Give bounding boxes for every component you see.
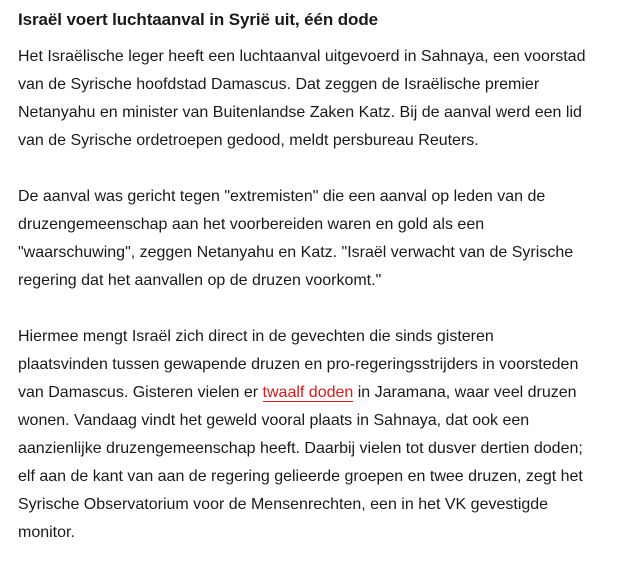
paragraph-1-line-2: van de Syrische hoofdstad Damascus. Dat zeggen de Israëlische premier [18,76,540,93]
news-article [18,6,626,547]
paragraph-1 [18,43,626,155]
paragraph-2-line-3: "waarschuwing", zeggen Netanyahu en Katz. "Israël verwacht van de Syrische [18,244,574,261]
paragraph-3-line-4: wonen. Vandaag vindt het geweld vooral plaats in Sahnaya, dat ook een [18,412,530,429]
twaalf-doden-link[interactable]: twaalf doden [262,384,354,401]
paragraph-1-line-3: Netanyahu en minister van Buitenlandse Zaken Katz. Bij de aanval werd een lid [18,104,582,121]
paragraph-3-line-7: Syrische Observatorium voor de Mensenrechten, een in het VK gevestigde [18,496,549,513]
paragraph-2-line-4: regering dat het aanvallen op de druzen voorkomt." [18,272,382,289]
paragraph-1-line-4: van de Syrische ordetroepen gedood, meldt persbureau Reuters. [18,132,479,149]
paragraph-3-line-2: plaatsvinden tussen gewapende druzen en pro-regeringsstrijders in voorsteden [18,356,579,373]
paragraph-3-line-8: monitor. [18,524,75,541]
paragraph-3-line-3-after: in Jaramana, waar veel druzen [353,384,577,401]
paragraph-3-line-3-before: van Damascus. Gisteren vielen er [18,384,263,401]
paragraph-2 [18,183,626,295]
paragraph-3-line-5: aanzienlijke druzengemeenschap heeft. Daarbij vielen tot dusver dertien doden; [18,440,583,457]
paragraph-1-line-1: Het Israëlische leger heeft een luchtaanval uitgevoerd in Sahnaya, een voorstad [18,48,586,65]
paragraph-3-line-6: elf aan de kant van aan de regering gelieerde groepen en twee druzen, zegt het [18,468,583,485]
paragraph-2-line-1: De aanval was gericht tegen "extremisten" die een aanval op leden van de [18,188,546,205]
paragraph-2-line-2: druzengemeenschap aan het voorbereiden waren en gold als een [18,216,485,233]
paragraph-3 [18,323,626,547]
paragraph-3-line-3 [18,379,626,407]
article-body [18,43,626,547]
paragraph-3-line-1: Hiermee mengt Israël zich direct in de gevechten die sinds gisteren [18,328,494,345]
article-headline: Israël voert luchtaanval in Syrië uit, één dode [18,10,378,29]
